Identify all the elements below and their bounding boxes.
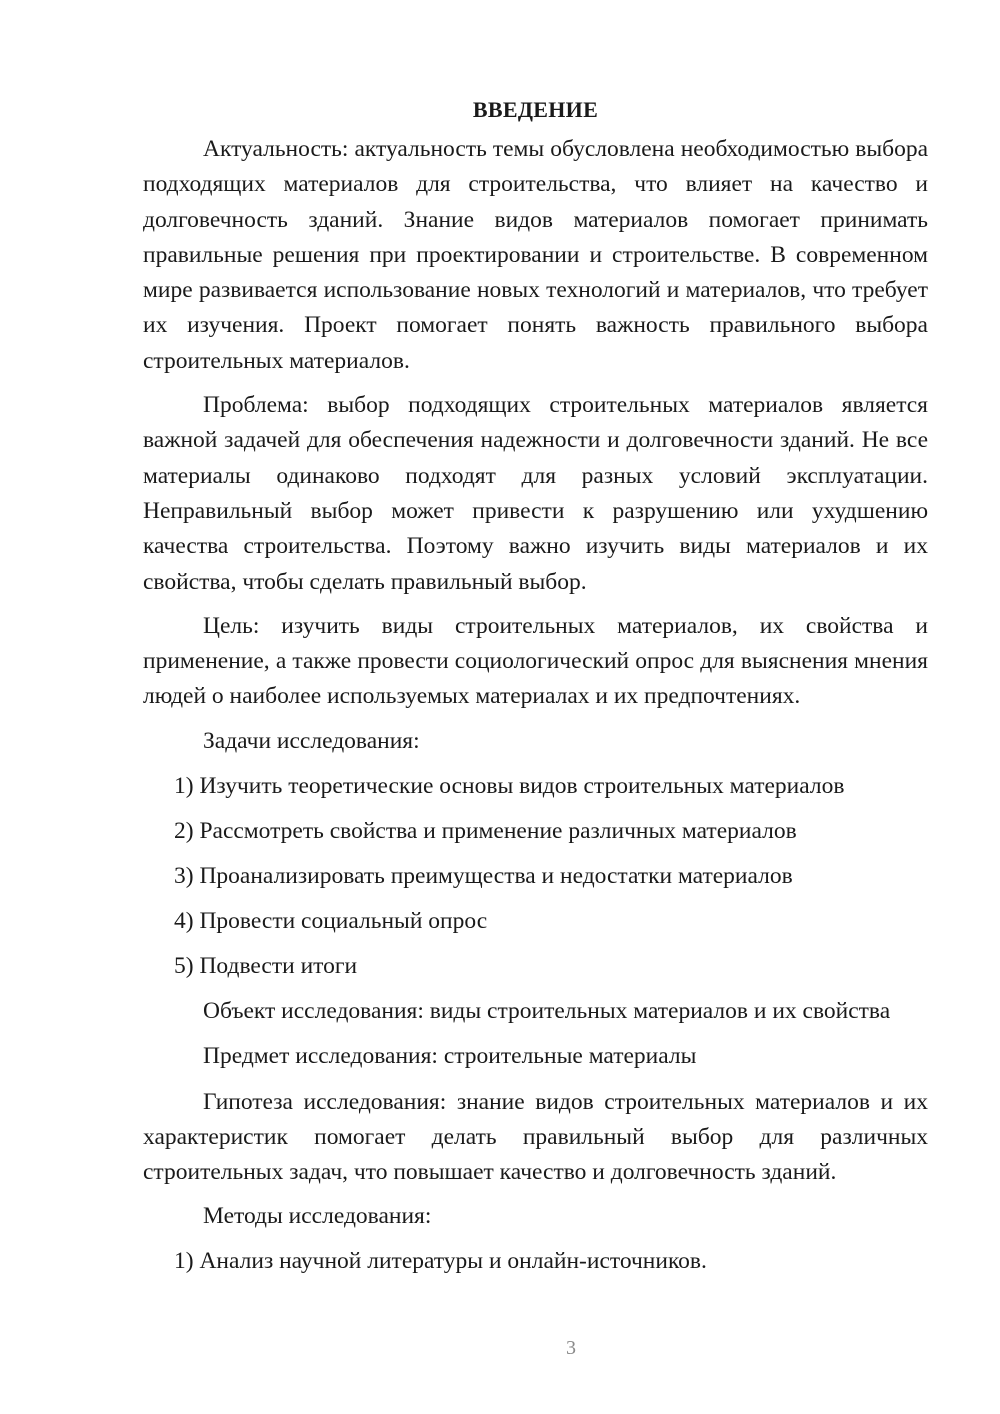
task-item: 2) Рассмотреть свойства и применение различных материалов (174, 817, 797, 844)
page-number: 3 (566, 1337, 576, 1359)
hypothesis-paragraph: Гипотеза исследования: знание видов строительных материалов и их характеристик помогает делать правильный выбор для различных строительных задач, что повышает качество и долговечность зданий. (143, 1088, 928, 1186)
task-item: 4) Провести социальный опрос (174, 908, 488, 935)
methods-heading: Методы исследования: (203, 1203, 432, 1230)
research-object: Объект исследования: виды строительных материалов и их свойства (203, 998, 891, 1025)
task-item: 3) Проанализировать преимущества и недостатки материалов (174, 863, 793, 890)
task-item: 5) Подвести итоги (174, 953, 358, 980)
problem-paragraph: Проблема: выбор подходящих строительных материалов является важной задачей для обеспечения надежности и долговечности зданий. Не все материалы одинаково подходят для разных условий эксплуатации. Неправильный выбор может привести к разрушению или ухудшению качества строительства. Поэтому важно изучить виды материалов и их свойства, чтобы сделать правильный выбор. (143, 392, 928, 595)
tasks-heading: Задачи исследования: (203, 727, 420, 754)
goal-paragraph: Цель: изучить виды строительных материалов, их свойства и применение, а также провести социологический опрос для выяснения мнения людей о наиболее используемых материалах и их предпочтениях. (143, 612, 928, 710)
relevance-paragraph: Актуальность: актуальность темы обусловлена необходимостью выбора подходящих материалов для строительства, что влияет на качество и долговечность зданий. Знание видов материалов помогает принимать правильные решения при проектировании и строительстве. В современном мире развивается использование новых технологий и материалов, что требует их изучения. Проект помогает понять важность правильного выбора строительных материалов. (143, 136, 928, 374)
research-subject: Предмет исследования: строительные материалы (203, 1043, 697, 1070)
method-item: 1) Анализ научной литературы и онлайн-источников. (174, 1248, 707, 1275)
page-content (143, 92, 928, 1290)
section-title: ВВЕДЕНИЕ (472, 97, 599, 122)
task-item: 1) Изучить теоретические основы видов строительных материалов (174, 772, 845, 799)
